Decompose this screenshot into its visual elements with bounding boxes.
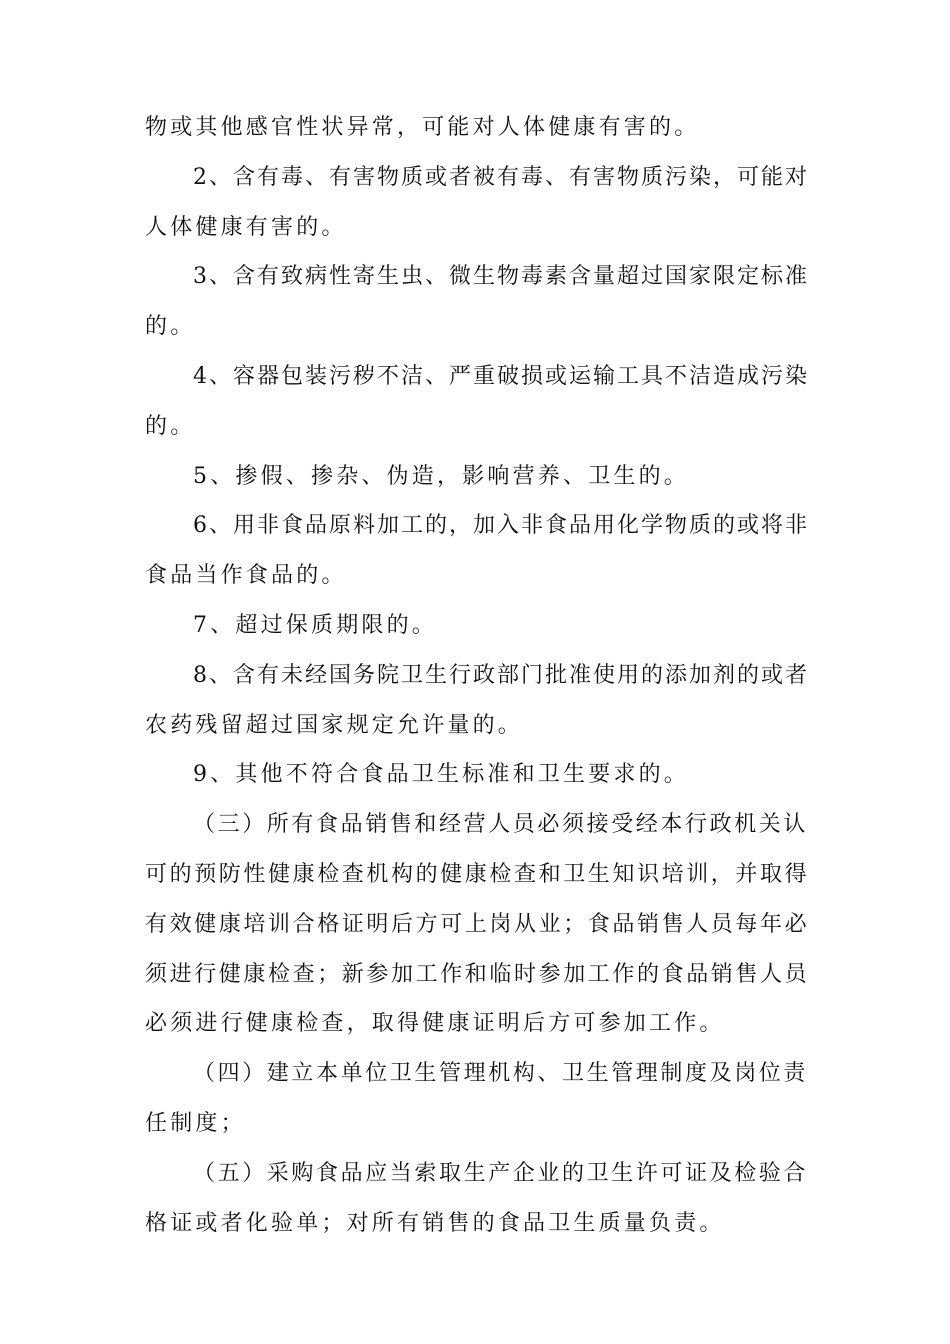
text-line: 农药残留超过国家规定允许量的。 (145, 712, 524, 738)
text-line: 格证或者化验单；对所有销售的食品卫生质量负责。 (145, 1210, 725, 1236)
text-line: 人体健康有害的。 (145, 214, 347, 240)
text-line: 食品当作食品的。 (145, 563, 347, 589)
text-line: 必须进行健康检查，取得健康证明后方可参加工作。 (145, 1011, 725, 1037)
text-line: 5、掺假、掺杂、伪造，影响营养、卫生的。 (193, 463, 689, 489)
text-line: 须进行健康检查；新参加工作和临时参加工作的食品销售人员 (145, 961, 810, 987)
text-line: 4、容器包装污秽不洁、严重破损或运输工具不洁造成污染 (193, 363, 809, 389)
text-line: 8、含有未经国务院卫生行政部门批准使用的添加剂的或者 (193, 662, 809, 688)
text-line: 的。 (145, 314, 196, 340)
text-line: 7、超过保质期限的。 (193, 612, 437, 638)
text-line: （四）建立本单位卫生管理机构、卫生管理制度及岗位责 (193, 1061, 809, 1087)
text-line: （五）采购食品应当索取生产企业的卫生许可证及检验合 (193, 1160, 809, 1186)
text-line: 可的预防性健康检查机构的健康检查和卫生知识培训，并取得 (145, 861, 810, 887)
text-line: 6、用非食品原料加工的，加入非食品用化学物质的或将非 (193, 513, 809, 539)
text-line: 任制度； (145, 1110, 246, 1136)
text-line: 的。 (145, 413, 196, 439)
document-body (145, 103, 810, 1248)
text-line: 2、含有毒、有害物质或者被有毒、有害物质污染，可能对 (193, 164, 809, 190)
text-line: 3、含有致病性寄生虫、微生物毒素含量超过国家限定标准 (193, 264, 809, 290)
text-line: （三）所有食品销售和经营人员必须接受经本行政机关认 (193, 812, 809, 838)
text-line: 物或其他感官性状异常，可能对人体健康有害的。 (145, 115, 700, 140)
text-line: 有效健康培训合格证明后方可上岗从业；食品销售人员每年必 (145, 911, 810, 937)
text-line: 9、其他不符合食品卫生标准和卫生要求的。 (193, 762, 689, 788)
